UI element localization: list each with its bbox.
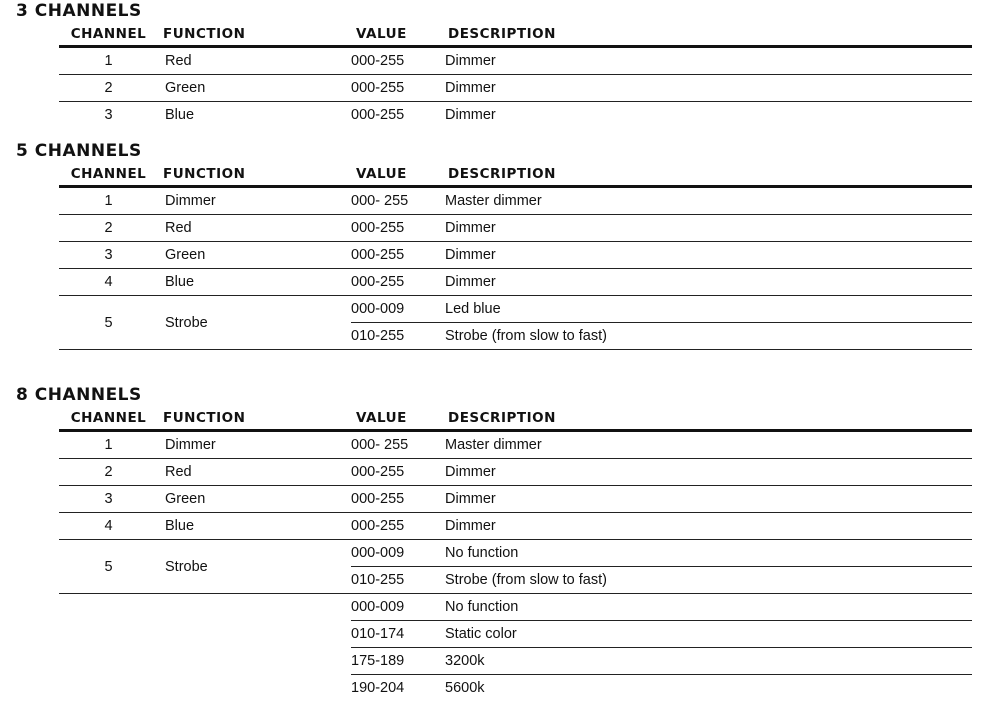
table-header-row [59, 23, 972, 47]
section-title-3-channels: 3 CHANNELS [16, 1, 142, 21]
cell-description: Strobe (from slow to fast) [443, 323, 972, 350]
cell-function: Dimmer [158, 431, 351, 459]
header-function: FUNCTION [158, 163, 351, 187]
cell-value: 010-255 [351, 567, 443, 594]
cell-function: Green [158, 242, 351, 269]
cell-description: Dimmer [443, 47, 972, 75]
table-row [59, 102, 972, 129]
cell-description: Dimmer [443, 486, 972, 513]
header-value: VALUE [351, 23, 443, 47]
table-row [59, 187, 972, 215]
cell-value: 000-255 [351, 269, 443, 296]
header-description: DESCRIPTION [443, 23, 972, 47]
cell-description: No function [443, 540, 972, 567]
cell-description: 5600k [443, 675, 972, 701]
cell-value: 000- 255 [351, 187, 443, 215]
cell-channel: 3 [59, 486, 158, 513]
cell-description: Led blue [443, 296, 972, 323]
cell-channel: 2 [59, 215, 158, 242]
header-value: VALUE [351, 163, 443, 187]
cell-channel: 3 [59, 242, 158, 269]
cell-value: 000-255 [351, 486, 443, 513]
cell-function: Red [158, 47, 351, 75]
cell-function: Dimmer [158, 187, 351, 215]
cell-function: Blue [158, 513, 351, 540]
cell-value: 000-255 [351, 513, 443, 540]
header-channel: CHANNEL [59, 407, 158, 431]
cell-description: Static color [443, 621, 972, 648]
cell-channel: 1 [59, 47, 158, 75]
section-title-8-channels: 8 CHANNELS [16, 385, 142, 405]
table-row [59, 47, 972, 75]
cell-value: 175-189 [351, 648, 443, 675]
header-channel: CHANNEL [59, 163, 158, 187]
cell-function: Red [158, 459, 351, 486]
table-row [59, 75, 972, 102]
table-row [59, 513, 972, 540]
cell-value: 000-255 [351, 215, 443, 242]
cell-value: 190-204 [351, 675, 443, 701]
header-value: VALUE [351, 407, 443, 431]
section-title-5-channels: 5 CHANNELS [16, 141, 142, 161]
cell-channel: 3 [59, 102, 158, 129]
table-row [59, 486, 972, 513]
cell-channel: 5 [59, 540, 158, 594]
cell-description: Dimmer [443, 75, 972, 102]
header-description: DESCRIPTION [443, 407, 972, 431]
table-row [59, 242, 972, 269]
cell-value: 000-255 [351, 459, 443, 486]
cell-value: 000-255 [351, 47, 443, 75]
cell-function: Blue [158, 102, 351, 129]
header-function: FUNCTION [158, 23, 351, 47]
channel-table-3 [59, 23, 972, 128]
cell-channel: 4 [59, 269, 158, 296]
cell-function: Green [158, 486, 351, 513]
table-row [59, 459, 972, 486]
cell-description: Master dimmer [443, 431, 972, 459]
cell-channel: 2 [59, 75, 158, 102]
cell-description: Dimmer [443, 102, 972, 129]
cell-function: Blue [158, 269, 351, 296]
cell-channel: 2 [59, 459, 158, 486]
table-row [59, 269, 972, 296]
table-row [59, 215, 972, 242]
table-row [59, 540, 972, 567]
channel-table-5 [59, 163, 972, 350]
header-description: DESCRIPTION [443, 163, 972, 187]
table-header-row [59, 407, 972, 431]
cell-channel [59, 594, 158, 701]
cell-value: 010-255 [351, 323, 443, 350]
cell-value: 000-009 [351, 594, 443, 621]
cell-description: Master dimmer [443, 187, 972, 215]
cell-description: Dimmer [443, 215, 972, 242]
header-channel: CHANNEL [59, 23, 158, 47]
cell-value: 000-255 [351, 242, 443, 269]
cell-description: 3200k [443, 648, 972, 675]
table-row [59, 594, 972, 621]
cell-value: 000-255 [351, 75, 443, 102]
cell-function: Red [158, 215, 351, 242]
cell-description: No function [443, 594, 972, 621]
cell-description: Dimmer [443, 459, 972, 486]
cell-channel: 5 [59, 296, 158, 350]
cell-function [158, 594, 351, 701]
channel-table-8 [59, 407, 972, 701]
cell-description: Dimmer [443, 242, 972, 269]
cell-channel: 1 [59, 431, 158, 459]
cell-value: 000- 255 [351, 431, 443, 459]
cell-channel: 4 [59, 513, 158, 540]
cell-channel: 1 [59, 187, 158, 215]
table-header-row [59, 163, 972, 187]
header-function: FUNCTION [158, 407, 351, 431]
table-row [59, 431, 972, 459]
table-row [59, 296, 972, 323]
cell-description: Dimmer [443, 513, 972, 540]
cell-value: 000-255 [351, 102, 443, 129]
cell-function: Strobe [158, 296, 351, 350]
cell-function: Strobe [158, 540, 351, 594]
cell-value: 000-009 [351, 540, 443, 567]
cell-function: Green [158, 75, 351, 102]
cell-value: 000-009 [351, 296, 443, 323]
cell-value: 010-174 [351, 621, 443, 648]
cell-description: Dimmer [443, 269, 972, 296]
cell-description: Strobe (from slow to fast) [443, 567, 972, 594]
